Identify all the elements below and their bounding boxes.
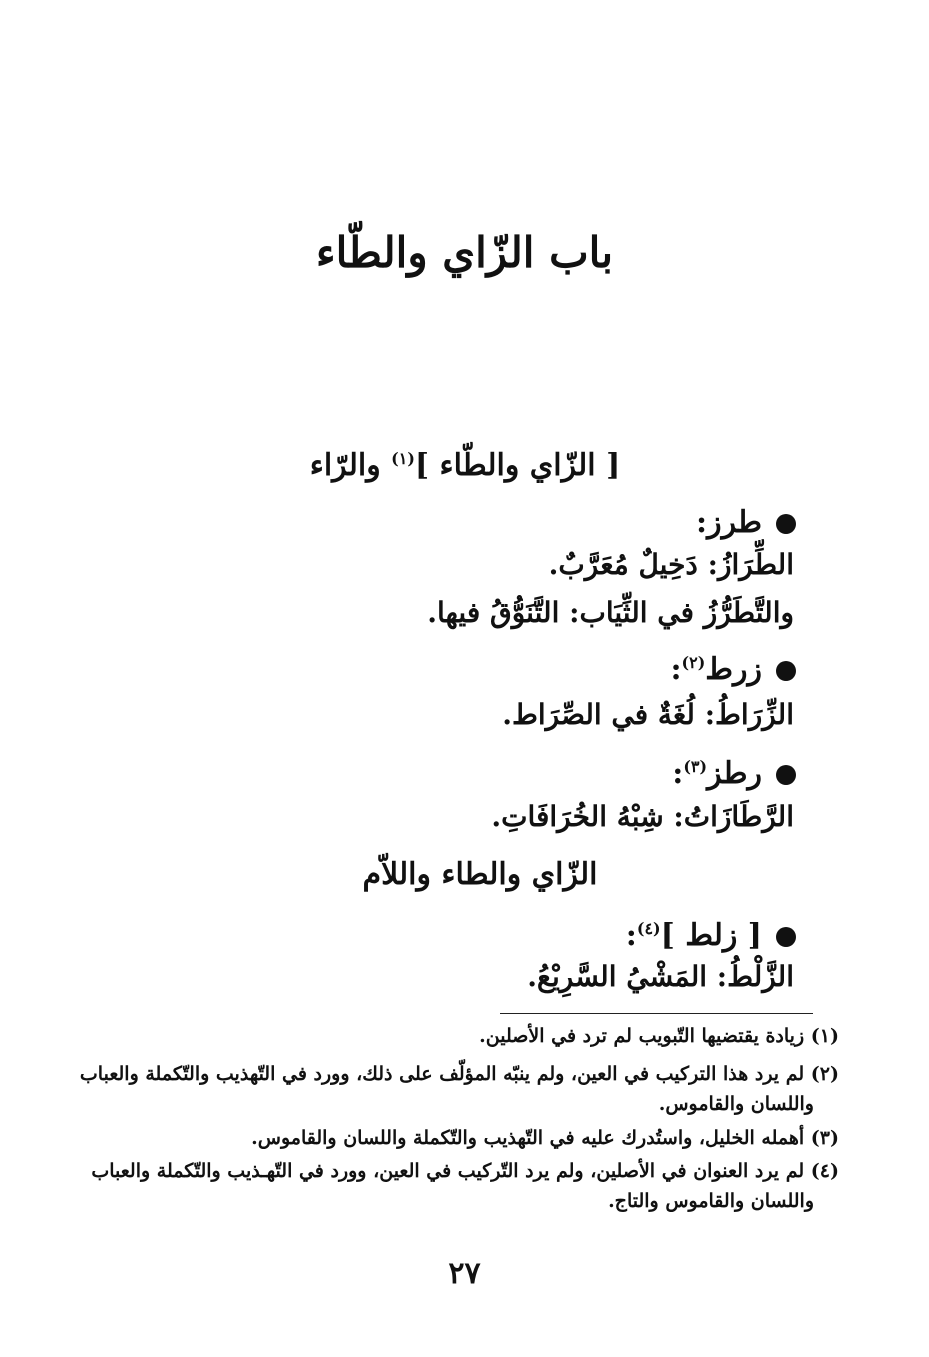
footnote-continuation: واللسان والقاموس. [658,1093,814,1115]
footnote-text: أهمله الخليل، واستُدرك عليه في التّهذيب والتّكملة واللسان والقاموس. [251,1127,805,1149]
entry-root: [ زلط ]$^{(٤)}$: [626,918,796,953]
footnote-number: (٢) [810,1063,839,1085]
footnote [79,1159,839,1184]
entry-root-label: رطز [707,756,762,791]
entry-root: طرز: [696,505,796,540]
footnote [79,1062,839,1087]
footnote-ref[interactable]: (١) [391,449,415,468]
chapter-title: باب الزّاي والطّاء [315,228,614,277]
footnote-text: لم يرد هذا التركيب في العين، ولم ينبّه المؤلّف على ذلك، وورد في التّهذيب والتّكملة والعباب [79,1063,805,1085]
entry-line: والتَّطَرُّزُ في الثِّيَاب: التَّنَوُّقُ فيها. [427,596,794,629]
bullet-icon [776,765,796,785]
footnote-text: لم يرد العنوان في الأصلين، ولم يرد التّركيب في العين، وورد في التّهـذيب والتّكملة والعباب [91,1160,805,1182]
entry-line: الزَّلْطُ: المَشْيُ السَّرِيْعُ. [527,960,794,993]
footnote-ref[interactable]: (٢) [681,653,706,672]
footnote-number: (٤) [810,1160,839,1182]
footnote-separator [500,1013,813,1014]
bullet-icon [776,661,796,681]
footnote [79,1024,839,1049]
footnote-continuation: واللسان والقاموس والتاج. [608,1190,814,1212]
section-heading-main: [ الزّاي والطّاء ] [414,448,621,483]
page-number: ٢٧ [448,1256,481,1291]
entry-root-label: طرز [707,505,762,540]
entry-root-label: زرط [705,652,762,687]
bullet-icon [776,514,796,534]
entry-root: زرط$^{(٢)}$: [670,652,796,687]
footnote-ref[interactable]: (٤) [636,919,661,938]
footnote-number: (١) [810,1025,839,1047]
footnote [79,1126,839,1151]
entry-line: الزِّرَاطُ: لُغَةٌ في الصِّرَاط. [502,698,794,731]
entry-root-label: [ زلط ] [660,918,762,953]
entry-root: رطز$^{(٣)}$: [672,756,796,791]
bullet-icon [776,927,796,947]
footnote-ref[interactable]: (٣) [683,757,708,776]
footnote-number: (٣) [810,1127,839,1149]
footnote-text: زيادة يقتضيها التّبويب لم ترد في الأصلين. [479,1025,805,1047]
entry-line: الرَّطَازَاتُ: شِبْهُ الخُرَافَاتِ. [491,800,794,833]
section-heading: الزّاي والطاء واللاّم [362,857,598,892]
section-heading-tail: والرّاء [309,448,381,483]
entry-line: الطِّرَازُ: دَخِيلٌ مُعَرَّبٌ. [548,548,794,581]
section-heading [300,448,630,483]
